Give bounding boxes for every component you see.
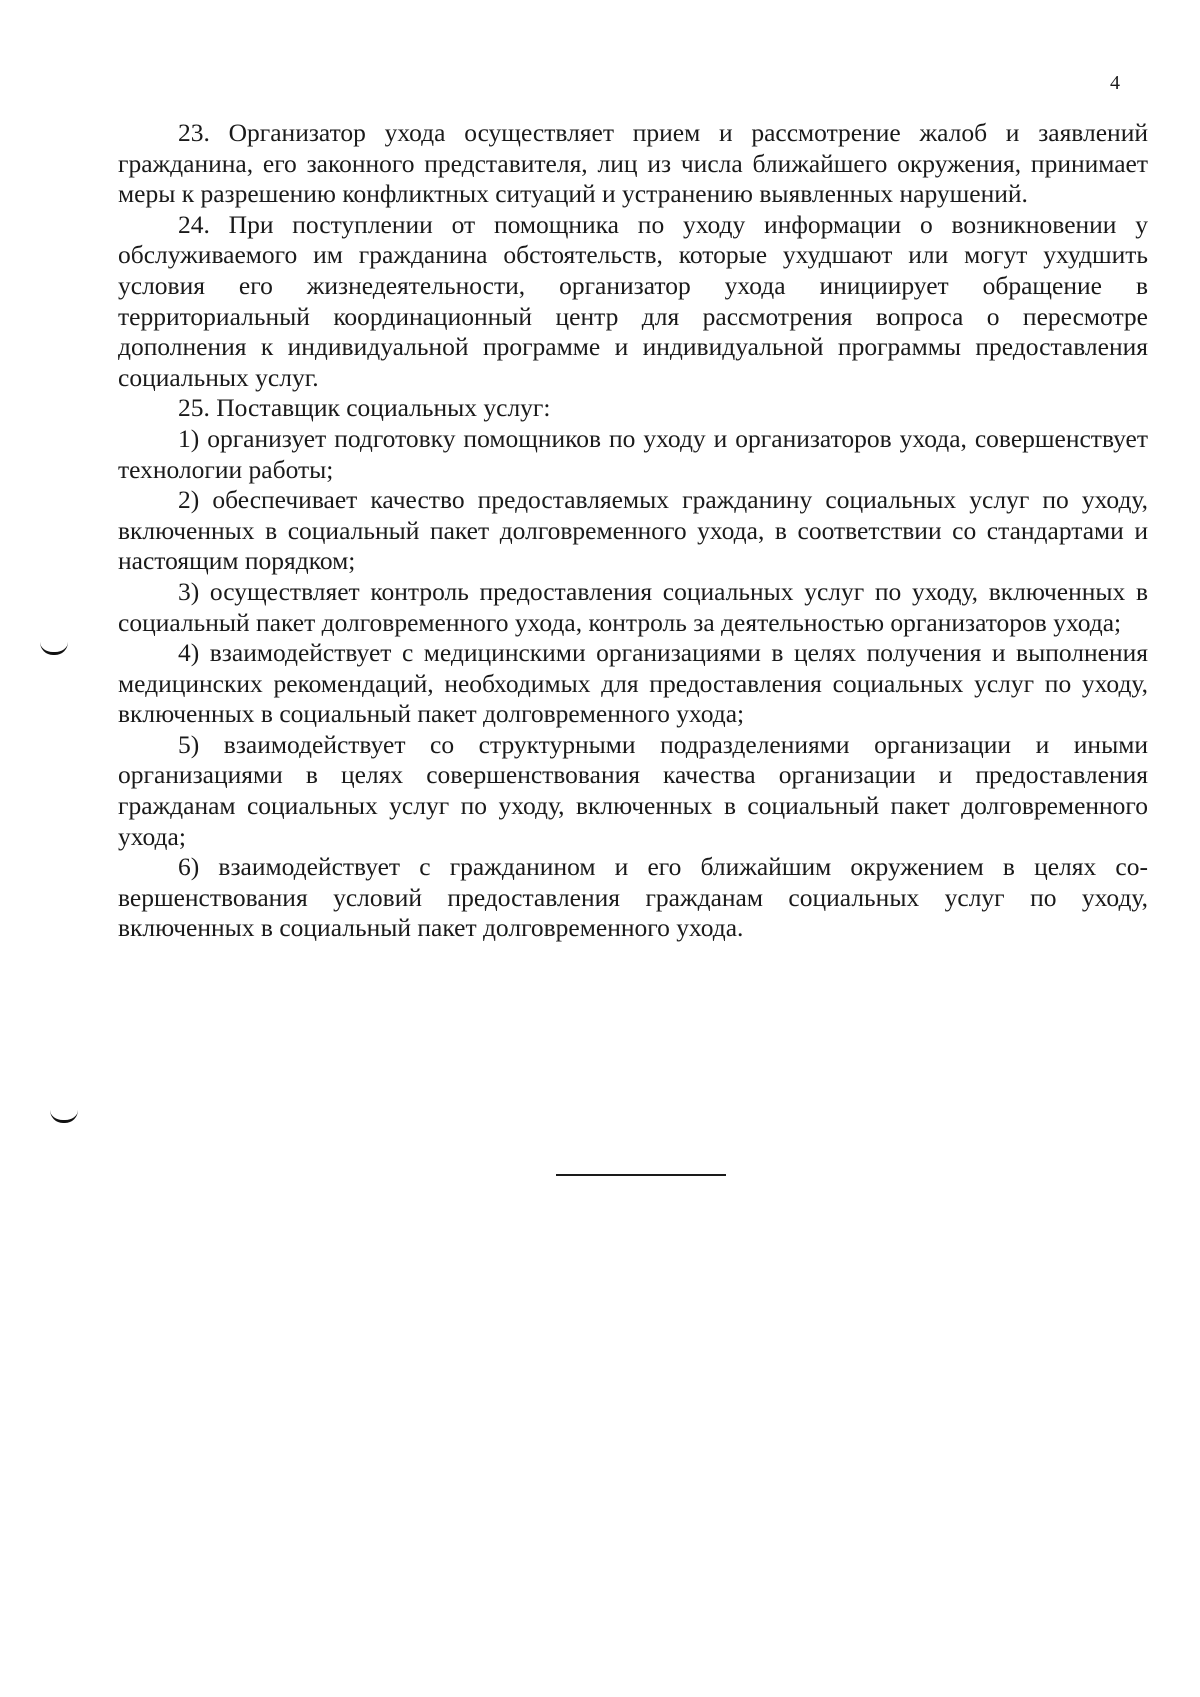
list-item-2: 2) обеспечивает качество предоставляемых гражданину социальных услуг по уходу, включенных в социальный пакет долговременного ухода, в соответствии со стандартами и настоящим порядком; <box>118 485 1148 576</box>
list-item-5: 5) взаимодействует со структурными подразделениями организации и иными организациями в целях совершенствования качества организации и предоставления гражданам социальных услуг по уходу, включенных в социальный пакет долговременного ухода; <box>118 729 1148 851</box>
document-body <box>118 118 1148 944</box>
scan-artifact-mark <box>40 642 68 655</box>
list-item-3: 3) осуществляет контроль предоставления социальных услуг по уходу, включенных в социальный пакет долговременного ухода, контроль за деятельностью организаторов ухода; <box>118 576 1148 637</box>
list-item-1: 1) организует подготовку помощников по уходу и организаторов ухода, совершенствует технологии работы; <box>118 423 1148 484</box>
paragraph-25-heading: 25. Поставщик социальных услуг: <box>178 393 551 423</box>
paragraph-24: 24. При поступлении от помощника по уходу информации о возникновении у обслуживаемого им гражданина обстоятельств, которые ухудшают или могут ухудшить условия его жизнедеятельности, организатор ухода инициирует обращение в территориальный координационный центр для рассмотрения вопроса о пересмотре дополнения к индивидуальной программе и индивидуальной программы предоставления социальных услуг. <box>118 209 1148 392</box>
page-number: 4 <box>1110 72 1120 94</box>
list-item-6: 6) взаимодействует с гражданином и его ближайшим окружением в целях совершенствования условий предоставления гражданам социальных услуг по уходу, включенных в социальный пакет долговременного ухода. <box>118 852 1148 943</box>
paragraph-23: 23. Организатор ухода осуществляет прием и рассмотрение жалоб и заявлений гражданина, его законного представителя, лиц из числа ближайшего окружения, принимает меры к разрешению конфликтных ситуаций и устранению выявленных нарушений. <box>118 118 1148 209</box>
end-of-text-rule <box>556 1174 726 1176</box>
list-item-4: 4) взаимодействует с медицинскими организациями в целях получения и выполнения медицинских рекомендаций, необходимых для предоставления социальных услуг по уходу, включенных в социальный пакет долговременного ухода; <box>118 638 1148 729</box>
scan-artifact-mark <box>50 1110 78 1123</box>
